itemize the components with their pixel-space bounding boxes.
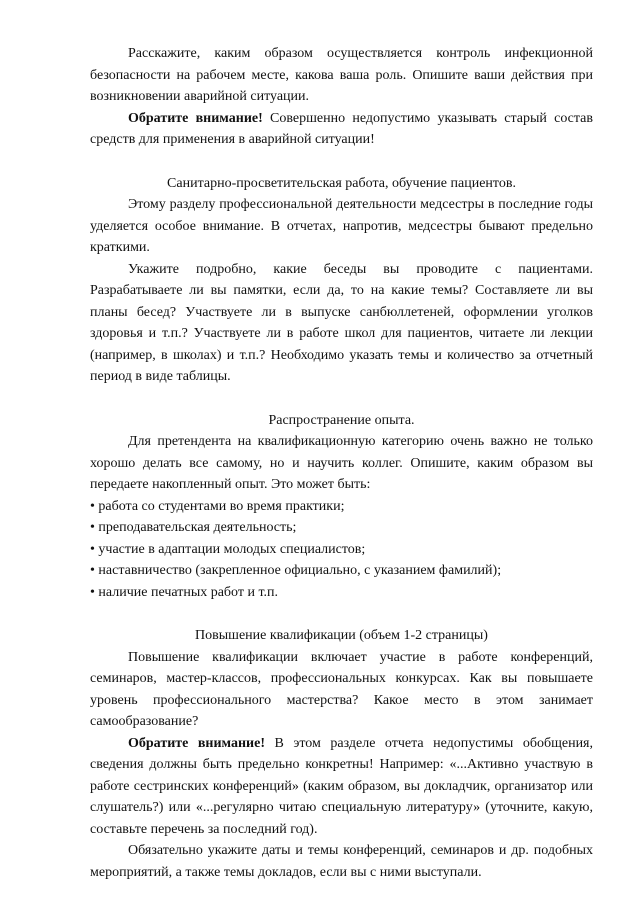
infection-control-section — [90, 43, 593, 151]
qualification-paragraph-3: Обязательно укажите даты и темы конференций, семинаров и др. подобных мероприятий, а также темы докладов, если вы с ними выступали. — [90, 843, 593, 880]
list-item: • наличие печатных работ и т.п. — [90, 584, 279, 600]
experience-intro: Для претендента на квалификационную категорию очень важно не только хорошо делать все самому, но и научить коллег. Опишите, каким образом вы передаете накопленный опыт. Это может быть: — [90, 434, 593, 492]
list-item: • наставничество (закрепленное официально, с указанием фамилий); — [90, 563, 502, 578]
list-item: • участие в адаптации молодых специалистов; — [90, 541, 366, 557]
attention-text: В этом разделе отчета недопустимы обобщения, сведения должны быть предельно конкретны! Например: «...Активно участвую в работе сестринских конференций» (каким образом, вы докладчик, организатор или слушатель?) или «...регулярно читаю специальную литературу» (уточните, какую, составьте перечень за последний год). — [90, 735, 593, 837]
sanitary-paragraph-2: Укажите подробно, какие беседы вы проводите с пациентами. Разрабатываете ли вы памятки, если да, то на какие темы? Составляете ли вы планы бесед? Участвуете ли в выпуске санбюллетеней, оформлении уголков здоровья и т.п.? Участвуете ли в работе школ для пациентов, читаете ли лекции (например, в школах) и т.п.? Необходимо указать темы и количество за отчетный период в виде таблицы. — [90, 261, 593, 384]
experience-list — [90, 496, 593, 604]
attention-label: Обратите внимание! — [128, 735, 265, 751]
qualification-paragraph-1: Повышение квалификации включает участие в работе конференций, семинаров, мастер-классов, профессиональных конкурсах. Как вы повышаете уровень профессионального мастерства? Какое место в этом занимает самообразование? — [90, 649, 593, 729]
qualification-heading: Повышение квалификации (объем 1-2 страницы) — [195, 628, 488, 643]
qualification-section — [90, 625, 593, 883]
sanitary-education-section — [90, 173, 593, 388]
infection-control-paragraph: Расскажите, каким образом осуществляется контроль инфекционной безопасности на рабочем месте, какова ваша роль. Опишите ваши действия при возникновении аварийной ситуации. — [90, 46, 593, 104]
sanitary-heading: Санитарно-просветительская работа, обучение пациентов. — [167, 175, 516, 191]
experience-heading: Распространение опыта. — [268, 412, 415, 428]
list-item: • работа со студентами во время практики; — [90, 498, 345, 514]
qualification-note — [90, 733, 593, 841]
attention-label: Обратите внимание! — [128, 110, 263, 126]
experience-section — [90, 410, 593, 604]
sanitary-paragraph-1: Этому разделу профессиональной деятельности медсестры в последние годы уделяется особое внимание. В отчетах, напротив, медсестры бывают предельно краткими. — [90, 197, 593, 255]
attention-text: Совершенно недопустимо указывать старый состав средств для применения в аварийной ситуации! — [90, 110, 593, 147]
infection-control-note — [90, 108, 593, 151]
list-item: • преподавательская деятельность; — [90, 520, 297, 535]
